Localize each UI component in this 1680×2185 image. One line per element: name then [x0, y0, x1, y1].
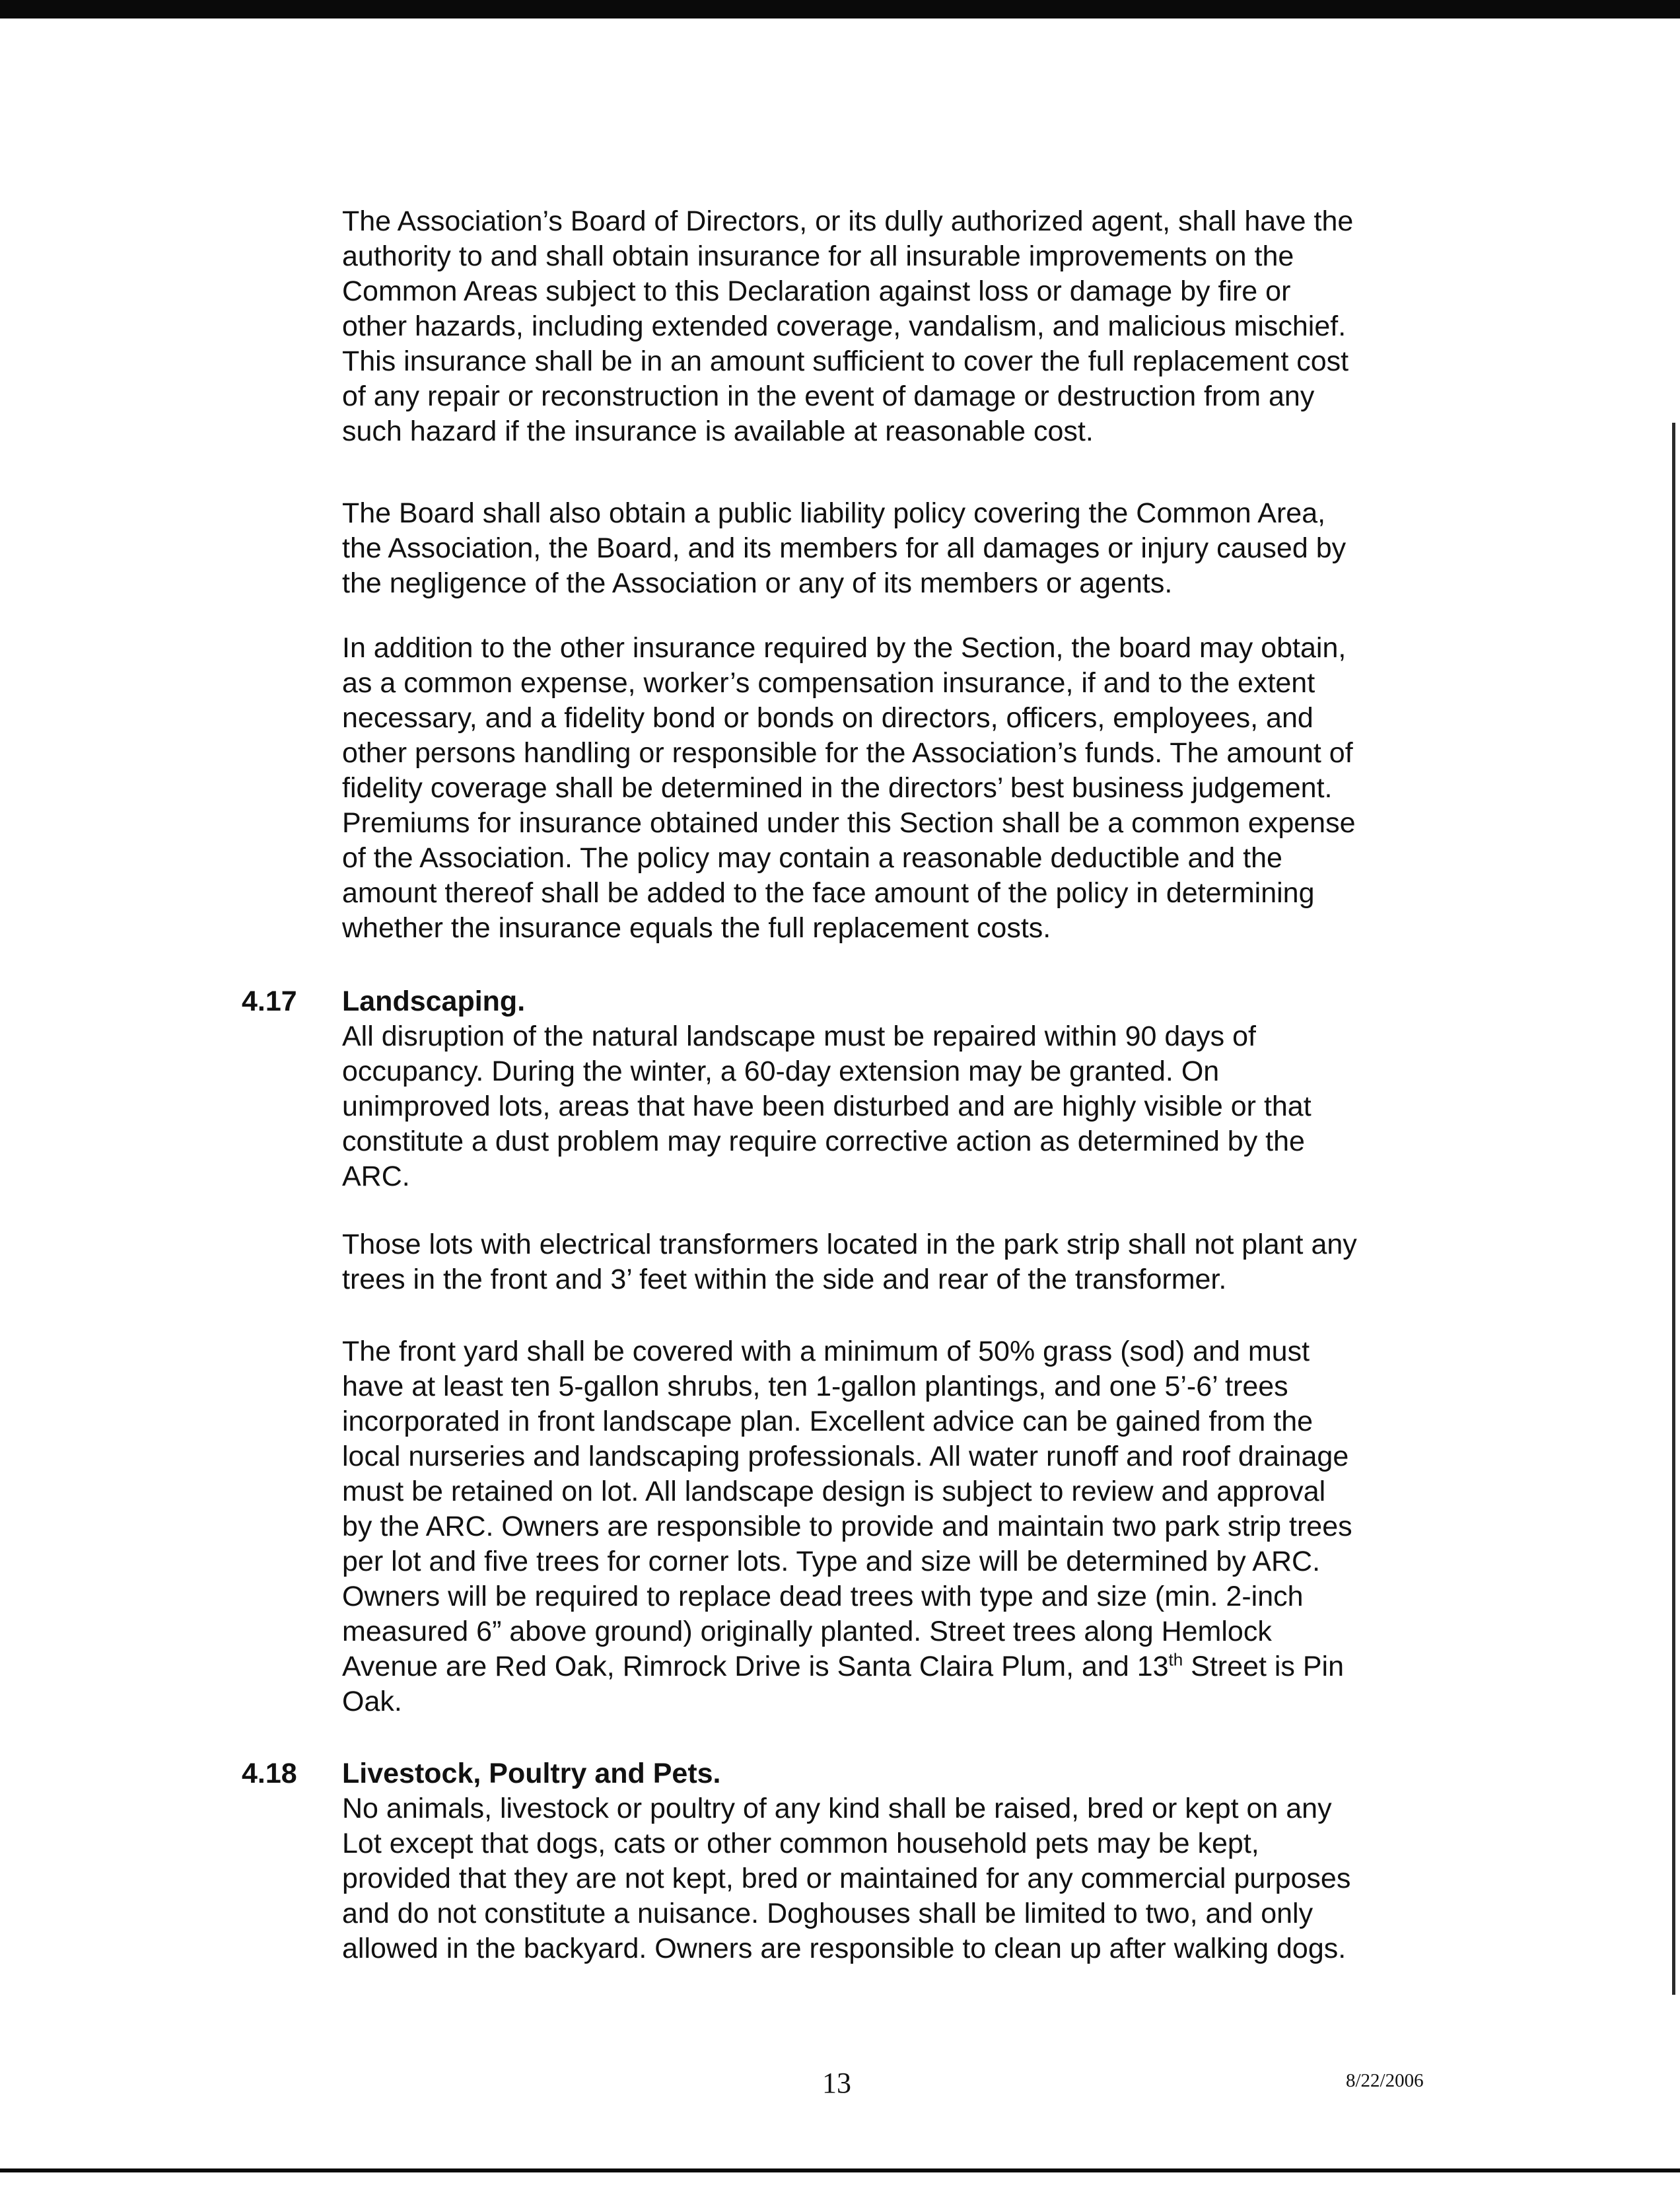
section-number-4-18: 4.18 — [242, 1758, 297, 1789]
page-number: 13 — [822, 2067, 851, 2099]
landscaping-paragraph-2: Those lots with electrical transformers located in the park strip shall not plant any trees in the front and 3’ feet within the side and rear of the transformer. — [342, 1229, 1357, 1295]
section-title-landscaping: Landscaping. — [342, 985, 526, 1017]
scan-bottom-border — [0, 2168, 1680, 2172]
ordinal-suffix: th — [1168, 1649, 1183, 1670]
landscaping-paragraph-1: All disruption of the natural landscape must be repaired within 90 days of occupancy. During the winter, a 60-day extension may be granted. On unimproved lots, areas that have been disturbed and are highly visible or that constitute a dust problem may require corrective action as determined by the ARC. — [342, 1021, 1312, 1192]
insurance-paragraph-2: The Board shall also obtain a public liability policy covering the Common Area, the Association, the Board, and its members for all damages or injury caused by the negligence of the Association or any of its members or agents. — [342, 497, 1347, 599]
landscaping-paragraph-3-end: Street is Pin Oak. — [342, 1651, 1344, 1717]
section-number-4-17: 4.17 — [242, 985, 297, 1017]
insurance-paragraph-1: The Association’s Board of Directors, or its dully authorized agent, shall have the authority to and shall obtain insurance for all insurable improvements on the Common Areas subject to this Declaration against loss or damage by fire or other hazards, including extended coverage, vandalism, and malicious mischief. This insurance shall be in an amount sufficient to cover the full replacement cost of any repair or reconstruction in the event of damage or destruction from any such hazard if the insurance is available at reasonable cost. — [342, 205, 1354, 447]
landscaping-paragraph-3-text: The front yard shall be covered with a minimum of 50% grass (sod) and must have at least ten 5-gallon shrubs, ten 1-gallon plantings, and one 5’-6’ trees incorporated in front landscape plan. Excellent advice can be gained from the local nurseries and landscaping professionals. All water runoff and roof drainage must be retained on lot. All landscape design is subject to review and approval by the ARC. Owners are responsible to provide and maintain two park strip trees per lot and five trees for corner lots. Type and size will be determined by ARC. Owners will be required to replace dead trees with type and size (min. 2-inch measured 6” above ground) originally planted. Street trees along Hemlock Avenue are Red Oak, Rimrock Drive is Santa Claira Plum, and 13 — [342, 1336, 1352, 1682]
scan-right-edge — [1672, 423, 1675, 1995]
landscaping-paragraph-3 — [342, 1334, 1478, 1719]
section-title-livestock: Livestock, Poultry and Pets. — [342, 1758, 721, 1789]
insurance-paragraph-3: In addition to the other insurance required by the Section, the board may obtain, as a common expense, worker’s compensation insurance, if and to the extent necessary, and a fidelity bond or bonds on directors, officers, employees, and other persons handling or responsible for the Association’s funds. The amount of fidelity coverage shall be determined in the directors’ best business judgement. Premiums for insurance obtained under this Section shall be a common expense of the Association. The policy may contain a reasonable deductible and the amount thereof shall be added to the face amount of the policy in determining whether the insurance equals the full replacement costs. — [342, 632, 1356, 944]
footer-date: 8/22/2006 — [1346, 2070, 1424, 2091]
scan-top-border — [0, 0, 1680, 18]
livestock-paragraph-1: No animals, livestock or poultry of any kind shall be raised, bred or kept on any Lot except that dogs, cats or other common household pets may be kept, provided that they are not kept, bred or maintained for any commercial purposes and do not constitute a nuisance. Doghouses shall be limited to two, and only allowed in the backyard. Owners are responsible to clean up after walking dogs. — [342, 1793, 1351, 1964]
